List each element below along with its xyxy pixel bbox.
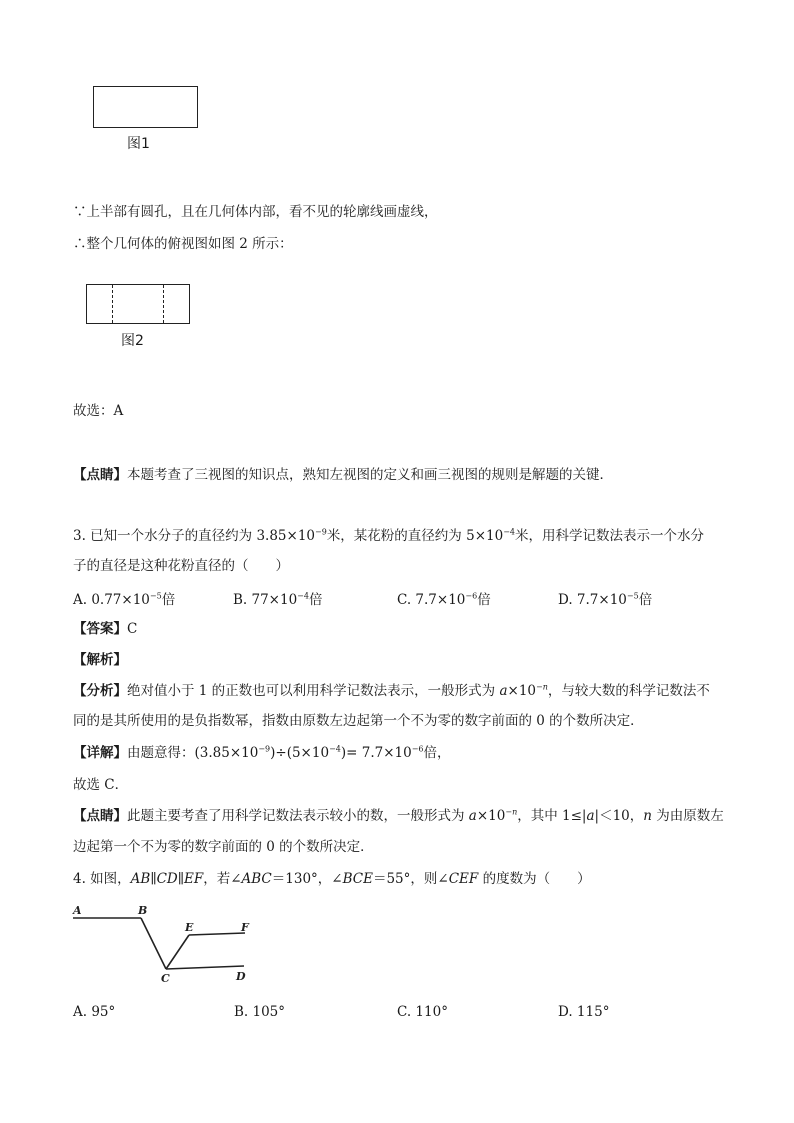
formula-a: a (499, 683, 508, 699)
q3-option-c[interactable] (397, 588, 491, 608)
point-e-label: E (185, 921, 194, 934)
answer-tag: 【答案】 (73, 621, 127, 637)
q3-select: 故选 C． (73, 777, 129, 793)
answer-value: C (127, 621, 138, 637)
q3-stem-line1 (73, 527, 704, 545)
line-ce (166, 935, 189, 969)
dianjing-abs: a (586, 808, 595, 824)
point-d-label: D (236, 970, 246, 983)
figure-2-caption: 图2 (121, 333, 144, 349)
option-base: D. 7.7×10 (558, 592, 627, 608)
q4-option-b[interactable]: B. 105° (234, 1004, 286, 1020)
option-unit: 倍 (308, 592, 323, 608)
q4-option-d[interactable]: D. 115° (558, 1004, 610, 1020)
q4-stem-part: 4. 如图， (73, 871, 131, 887)
q3-analysis-tag: 【解析】 (73, 652, 127, 668)
hidden-line-right (163, 285, 164, 323)
fenxi-text: ，与较大数的科学记数法不 (547, 683, 710, 699)
hidden-line-left (112, 285, 113, 323)
option-exp: −5 (626, 591, 639, 601)
q3-stem-part: 米，某花粉的直径约为 5×10 (326, 528, 504, 544)
conclusion-line: ∴整个几何体的俯视图如图 2 所示： (73, 236, 293, 252)
q2-comment (73, 466, 613, 484)
q3-stem-exp: −9 (315, 527, 327, 537)
xiangjie-tag: 【详解】 (73, 745, 127, 761)
formula-a: a (468, 808, 477, 824)
line-bc (141, 918, 166, 969)
q4-option-a[interactable]: A. 95° (73, 1004, 116, 1020)
option-exp: −4 (297, 591, 309, 601)
option-base: C. 7.7×10 (397, 592, 466, 608)
q4-stem-part: ，若∠ (203, 871, 242, 887)
dianjing-tag: 【点睛】 (73, 808, 127, 824)
dianjing-text: 为由原数左 (651, 808, 724, 824)
q3-fenxi-line1 (73, 682, 710, 700)
reason-line: ∵上半部有圆孔，且在几何体内部，看不见的轮廓线画虚线， (73, 204, 438, 220)
fenxi-text: 绝对值小于 1 的正数也可以利用科学记数法表示，一般形式为 (127, 683, 500, 699)
q3-stem-line2: 子的直径是这种花粉直径的（ ） (73, 558, 289, 574)
point-c-label: C (161, 972, 170, 985)
point-b-label: B (138, 904, 148, 917)
q3-option-a[interactable] (73, 588, 175, 608)
xiangjie-exp: −4 (329, 744, 341, 754)
formula-exp: −n (505, 807, 518, 817)
option-unit: 倍 (477, 592, 491, 608)
q4-angle-bce: BCE (342, 871, 373, 887)
figure-2 (86, 284, 190, 324)
option-exp: −5 (149, 591, 162, 601)
option-base: B. 77×10 (233, 592, 298, 608)
comment-tag: 【点睛】 (73, 467, 127, 483)
q3-answer (73, 620, 137, 638)
q3-stem-exp: −4 (503, 527, 515, 537)
q4-stem-part: 的度数为（ ） (478, 871, 591, 887)
q4-stem (73, 870, 591, 888)
dianjing-text: 此题主要考查了用科学记数法表示较小的数，一般形式为 (127, 808, 469, 824)
xiangjie-exp: −9 (258, 744, 271, 754)
point-a-label: A (73, 904, 82, 917)
q3-option-b[interactable] (233, 588, 322, 608)
xiangjie-text: 倍， (423, 745, 451, 761)
comment-text: 本题考查了三视图的知识点，熟知左视图的定义和画三视图的规则是解题的关键． (127, 467, 613, 483)
q4-angle-abc: ABC (241, 871, 272, 887)
q4-angle-cef: CEF (448, 871, 479, 887)
q2-answer-line: 故选：A (73, 403, 124, 419)
q4-stem-part: ＝130°，∠ (271, 871, 343, 887)
fenxi-tag: 【分析】 (73, 683, 127, 699)
option-unit: 倍 (638, 592, 653, 608)
xiangjie-text: 由题意得：(3.85×10 (127, 745, 259, 761)
formula-exp: −n (536, 682, 548, 692)
figure-1-caption: 图1 (127, 136, 150, 152)
point-f-label: F (241, 921, 249, 934)
q4-stem-part: ＝55°，则∠ (372, 871, 449, 887)
q4-geometry-figure (68, 900, 268, 990)
q3-xiangjie (73, 744, 451, 762)
q3-stem-part: 3. 已知一个水分子的直径约为 3.85×10 (73, 528, 316, 544)
q4-parallel: AB∥CD∥EF (130, 871, 204, 887)
formula-b: ×10 (507, 683, 537, 699)
xiangjie-text: )= 7.7×10 (340, 745, 412, 761)
q3-option-d[interactable] (558, 588, 652, 608)
q3-dianjing-line2: 边起第一个不为零的数字前面的 0 的个数所决定． (73, 839, 374, 855)
formula-b: ×10 (476, 808, 506, 824)
dianjing-n: n (643, 808, 652, 824)
option-exp: −6 (465, 591, 478, 601)
q4-option-c[interactable]: C. 110° (397, 1004, 448, 1020)
line-ef (189, 933, 245, 935)
figure-1 (93, 86, 198, 128)
q3-dianjing-line1 (73, 807, 724, 825)
q3-fenxi-line2: 同的是其所使用的是负指数幂，指数由原数左边起第一个不为零的数字前面的 0 的个数所决定． (73, 713, 644, 729)
q3-stem-part: 米，用科学记数法表示一个水分 (514, 528, 704, 544)
dianjing-text: |＜10， (594, 808, 644, 824)
dianjing-text: ，其中 1≤| (517, 808, 587, 824)
xiangjie-exp: −6 (411, 744, 424, 754)
option-base: A. 0.77×10 (73, 592, 150, 608)
xiangjie-text: )÷(5×10 (270, 745, 330, 761)
option-unit: 倍 (161, 592, 176, 608)
line-cd (166, 966, 244, 969)
